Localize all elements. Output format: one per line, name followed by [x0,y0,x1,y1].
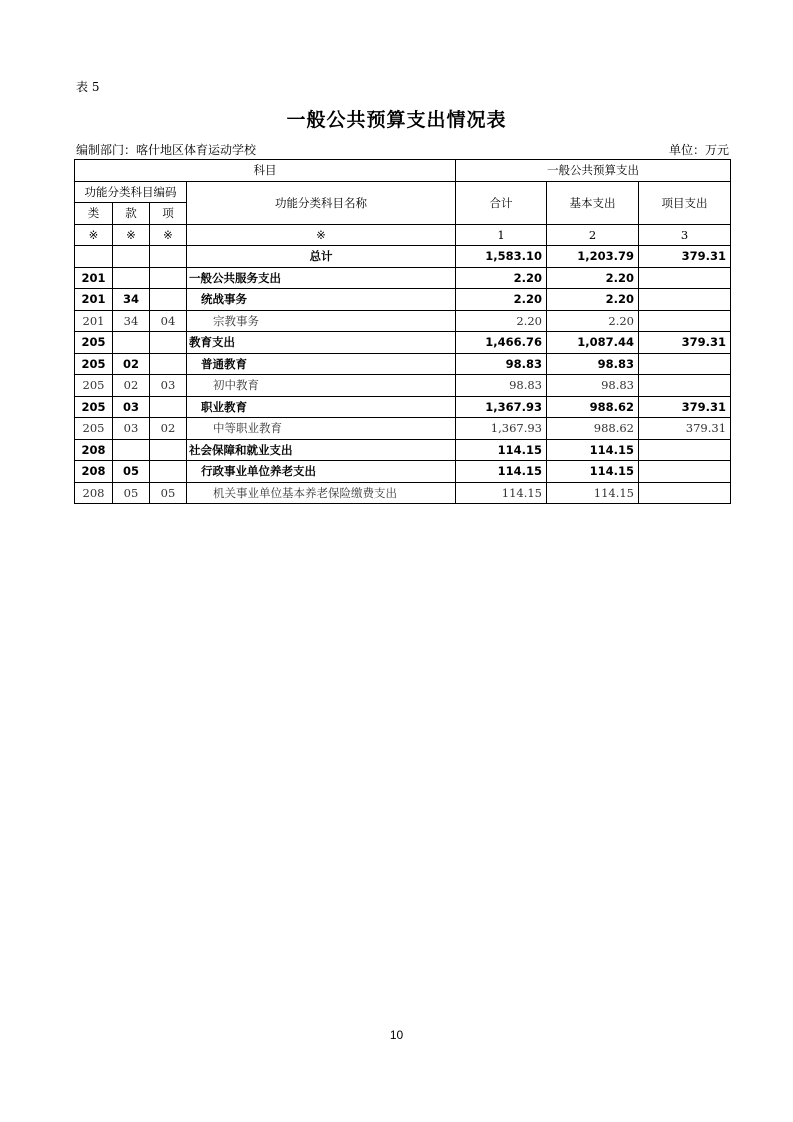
lei-cell: 205 [75,375,113,397]
total-cell: 1,367.93 [456,418,547,440]
basic-cell: 98.83 [547,375,639,397]
table-row [75,375,731,397]
subject-name-cell: 职业教育 [187,396,456,418]
total-cell: 1,466.76 [456,332,547,354]
total-cell: 1,367.93 [456,396,547,418]
total-cell: 98.83 [456,375,547,397]
total-amount: 1,583.10 [456,246,547,268]
lei-cell: 205 [75,396,113,418]
project-cell [639,267,731,289]
column-index-cell: 3 [639,224,731,246]
marker-cell: ※ [75,224,113,246]
total-cell: 2.20 [456,310,547,332]
empty-cell [113,246,150,268]
total-cell: 2.20 [456,289,547,311]
kuan-cell: 05 [113,482,150,504]
total-cell: 114.15 [456,439,547,461]
subject-name-cell: 初中教育 [187,375,456,397]
total-cell: 114.15 [456,461,547,483]
project-cell [639,375,731,397]
department-label: 编制部门：喀什地区体育运动学校 [76,143,257,157]
table-row [75,289,731,311]
project-cell [639,439,731,461]
kuan-cell [113,267,150,289]
lei-cell: 201 [75,289,113,311]
total-cell: 114.15 [456,482,547,504]
basic-cell: 114.15 [547,439,639,461]
budget-group-header: 一般公共预算支出 [456,160,731,182]
marker-cell: ※ [187,224,456,246]
project-cell: 379.31 [639,332,731,354]
xiang-cell: 04 [150,310,187,332]
lei-header: 类 [75,203,113,225]
basic-cell: 98.83 [547,353,639,375]
subject-name-cell: 教育支出 [187,332,456,354]
subject-name-cell: 社会保障和就业支出 [187,439,456,461]
subject-name-cell: 中等职业教育 [187,418,456,440]
total-cell: 2.20 [456,267,547,289]
subject-name-header: 功能分类科目名称 [187,181,456,224]
kuan-cell: 34 [113,289,150,311]
table-row [75,439,731,461]
total-header: 合计 [456,181,547,224]
document-title: 一般公共预算支出情况表 [286,109,507,131]
total-cell: 98.83 [456,353,547,375]
lei-cell: 201 [75,267,113,289]
project-cell [639,482,731,504]
xiang-cell: 03 [150,375,187,397]
table-row [75,353,731,375]
xiang-cell [150,353,187,375]
lei-cell: 208 [75,482,113,504]
lei-cell: 205 [75,332,113,354]
table-number-label: 表 5 [76,80,100,94]
basic-cell: 2.20 [547,267,639,289]
table-row [75,461,731,483]
table-row [75,482,731,504]
kuan-cell: 02 [113,353,150,375]
project-cell: 379.31 [639,418,731,440]
xiang-cell [150,439,187,461]
project-cell: 379.31 [639,396,731,418]
xiang-cell [150,396,187,418]
total-basic: 1,203.79 [547,246,639,268]
xiang-cell: 05 [150,482,187,504]
basic-header: 基本支出 [547,181,639,224]
header-row-1 [75,160,731,182]
total-project: 379.31 [639,246,731,268]
subject-name-cell: 行政事业单位养老支出 [187,461,456,483]
project-cell [639,461,731,483]
kuan-header: 款 [113,203,150,225]
code-group-header: 功能分类科目编码 [75,181,187,203]
subject-name-cell: 宗教事务 [187,310,456,332]
header-row-2 [75,181,731,203]
xiang-header: 项 [150,203,187,225]
lei-cell: 208 [75,461,113,483]
basic-cell: 114.15 [547,461,639,483]
lei-cell: 208 [75,439,113,461]
project-header: 项目支出 [639,181,731,224]
xiang-cell [150,332,187,354]
basic-cell: 988.62 [547,418,639,440]
table-row [75,310,731,332]
marker-cell: ※ [113,224,150,246]
xiang-cell [150,267,187,289]
xiang-cell [150,289,187,311]
total-row [75,246,731,268]
basic-cell: 1,087.44 [547,332,639,354]
basic-cell: 2.20 [547,310,639,332]
budget-table [74,159,731,504]
column-index-cell: 2 [547,224,639,246]
kuan-cell [113,332,150,354]
xiang-cell: 02 [150,418,187,440]
basic-cell: 988.62 [547,396,639,418]
marker-cell: ※ [150,224,187,246]
basic-cell: 114.15 [547,482,639,504]
kuan-cell: 02 [113,375,150,397]
table-row [75,396,731,418]
lei-cell: 205 [75,418,113,440]
basic-cell: 2.20 [547,289,639,311]
project-cell [639,353,731,375]
kuan-cell: 03 [113,418,150,440]
subject-header: 科目 [75,160,456,182]
table-row [75,418,731,440]
empty-cell [150,246,187,268]
lei-cell: 201 [75,310,113,332]
unit-label: 单位：万元 [668,143,729,157]
kuan-cell: 05 [113,461,150,483]
subject-name-cell: 普通教育 [187,353,456,375]
marker-row [75,224,731,246]
page-number: 10 [389,1028,404,1042]
meta-row [76,141,729,158]
kuan-cell [113,439,150,461]
xiang-cell [150,461,187,483]
subject-name-cell: 统战事务 [187,289,456,311]
kuan-cell: 03 [113,396,150,418]
table-row [75,267,731,289]
column-index-cell: 1 [456,224,547,246]
subject-name-cell: 一般公共服务支出 [187,267,456,289]
subject-name-cell: 机关事业单位基本养老保险缴费支出 [187,482,456,504]
empty-cell [75,246,113,268]
project-cell [639,310,731,332]
table-row [75,332,731,354]
kuan-cell: 34 [113,310,150,332]
project-cell [639,289,731,311]
lei-cell: 205 [75,353,113,375]
total-label: 总计 [187,246,456,268]
